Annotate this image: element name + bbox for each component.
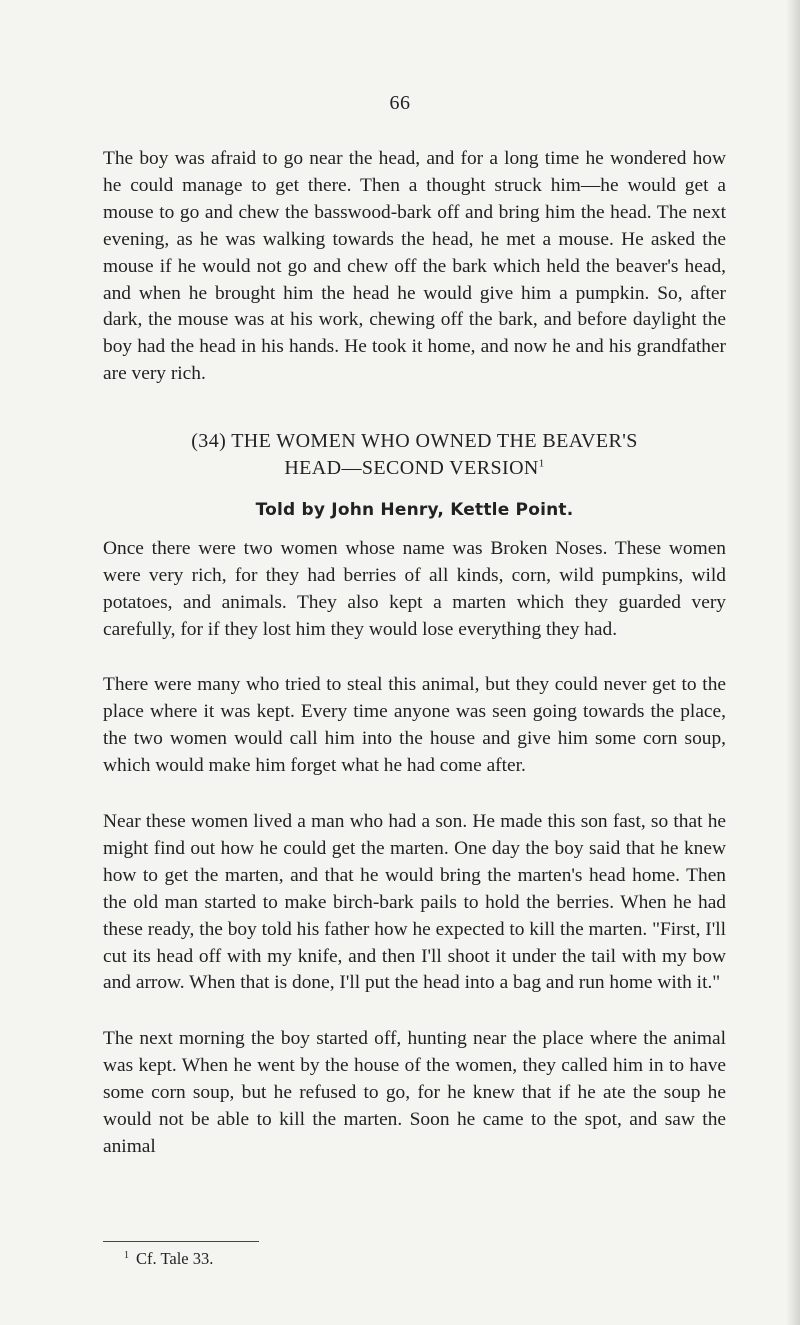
paragraph-text: There were many who tried to steal this animal, but they could never get to the place where it was kept. Every time anyone was seen going towards the place, the two women would call him into the house and give him some corn soup, which would make him forget what he had come after. <box>103 674 726 776</box>
footnote-rule <box>103 1241 259 1242</box>
footnote-text: Cf. Tale 33. <box>136 1249 214 1268</box>
paragraph-text: The boy was afraid to go near the head, and for a long time he wondered how he could manage to get there. Then a thought struck him—he would get a mouse to go and chew the basswood-bark off and bring him the head. The next evening, as he was walking towards the head, he met a mouse. He asked the mouse if he would not go and chew off the bark which held the beaver's head, and when he brought him the head he would give him a pumpkin. So, after dark, the mouse was at his work, chewing off the bark, and before daylight the boy had the head in his hands. He took it home, and now he and his grandfather are very rich. <box>103 148 726 385</box>
heading-line-2-text: HEAD—SECOND VERSION <box>284 457 539 479</box>
paragraph-5 <box>103 1026 726 1161</box>
heading-line-2 <box>103 455 726 482</box>
paragraph-4 <box>103 809 726 997</box>
page-edge-shadow <box>786 0 800 1325</box>
paragraph-text: Near these women lived a man who had a son. He made this son fast, so that he might find out how he could get the marten. One day the boy said that he knew how to get the marten, and that he would bring the marten's head home. Then the old man started to make birch-bark pails to hold the berries. When he had these ready, the boy told his father how he expected to kill the marten. "First, I'll cut its head off with my knife, and then I'll shoot it under the tail with my bow and arrow. When that is done, I'll put the head into a bag and run home with it." <box>103 811 726 994</box>
paragraph-text: The next morning the boy started off, hunting near the place where the animal was kept. When he went by the house of the women, they called him in to have some corn soup, but he refused to go, for he knew that if he ate the soup he would not be able to kill the marten. Soon he came to the spot, and saw the animal <box>103 1028 726 1157</box>
paragraph-3 <box>103 672 726 780</box>
paragraph-text: Once there were two women whose name was Broken Noses. These women were very rich, for they had berries of all kinds, corn, wild pumpkins, wild potatoes, and animals. They also kept a marten which they guarded very carefully, for if they lost him they would lose everything they had. <box>103 538 726 640</box>
page-number: 66 <box>389 92 411 114</box>
footnote-mark: 1 <box>124 1249 129 1261</box>
tale-heading <box>103 428 726 482</box>
byline: Told by John Henry, Kettle Point. <box>255 500 574 520</box>
footnote <box>124 1249 213 1269</box>
heading-footnote-mark: 1 <box>538 457 545 470</box>
paragraph-2 <box>103 536 726 644</box>
heading-line-1: (34) THE WOMEN WHO OWNED THE BEAVER'S <box>191 430 638 452</box>
paragraph-continued <box>103 146 726 388</box>
